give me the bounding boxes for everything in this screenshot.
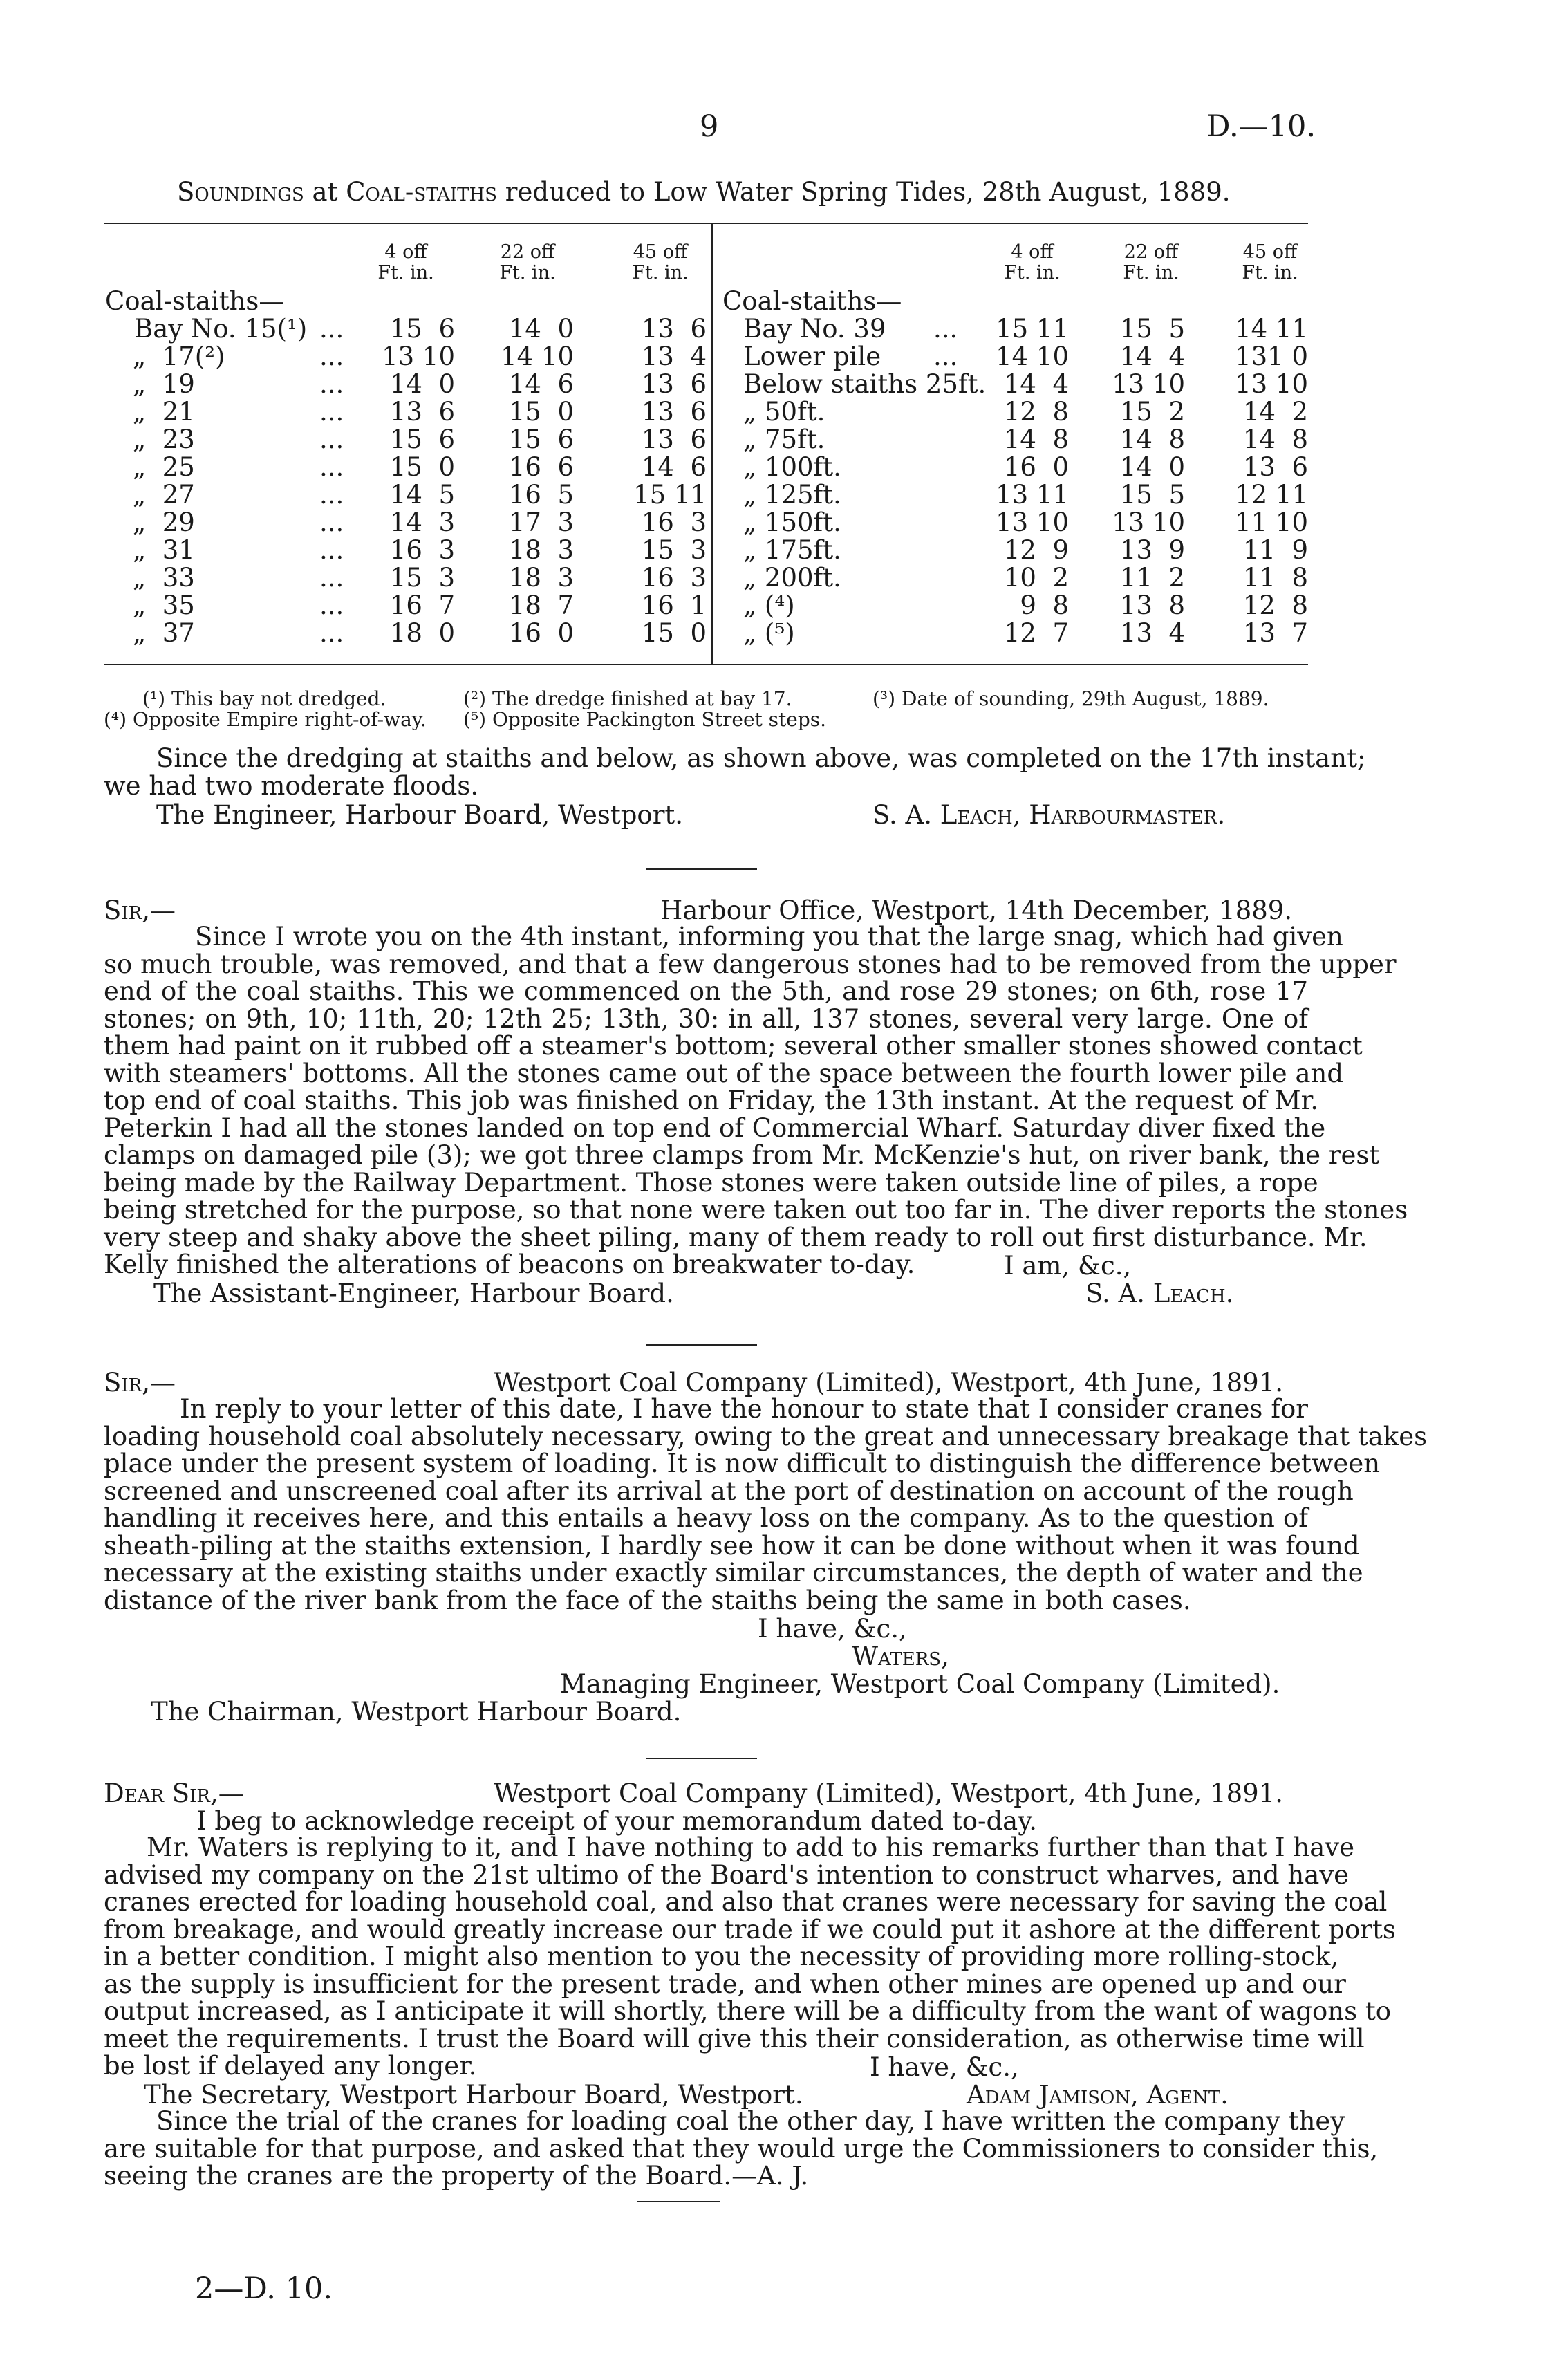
row-label: „ 75ft. [743,425,825,454]
letter1-signature: S. A. Leach. [1085,1279,1234,1308]
row-label: „ 19 [133,369,195,399]
text-line: screened and unscreened coal after its arrival at the port of destination on account of the rough [104,1476,1354,1506]
value-22-off: 18 3 [508,563,574,593]
left-col-header-22off: 22 off Ft. in. [499,241,556,284]
note1-line: we had two moderate floods. [104,770,479,801]
value-22-off: 15 2 [1119,397,1185,427]
value-22-off: 13 4 [1119,618,1185,648]
value-4-off: 14 3 [389,508,455,537]
text-line: being made by the Railway Department. Those stones were taken outside line of piles, a rope [104,1167,1318,1198]
leader-dots: ... [319,342,344,371]
text-line: loading household coal absolutely necessary, owing to the great and unnecessary breakage that takes [104,1421,1428,1451]
footnote-2: (²) The dredge finished at bay 17. [463,687,792,710]
letter3-closing: I have, &c., [870,2052,1019,2082]
leader-dots: ... [319,618,344,648]
separator-3 [646,1758,757,1759]
value-22-off: 15 5 [1119,480,1185,510]
value-45-off: 11 9 [1242,535,1308,565]
row-label: „ 50ft. [743,397,825,427]
row-label: Below staiths 25ft. [743,369,987,399]
table-row [0,342,1568,369]
right-group-label: Coal-staiths— [722,286,902,316]
text-line: distance of the river bank from the face of the staiths being the same in both cases. [104,1585,1191,1615]
row-label: „ (⁵) [743,618,795,648]
leader-dots: ... [319,508,344,537]
value-45-off: 16 3 [641,563,707,593]
table-top-rule [104,223,1308,224]
value-4-off: 15 0 [389,452,455,482]
value-45-off: 16 3 [641,508,707,537]
note1-line: Since the dredging at staiths and below, as shown above, was completed on the 17th instant; [156,743,1366,773]
value-22-off: 13 8 [1119,591,1185,620]
letter1-dateline: Harbour Office, Westport, 14th December, 1889. [660,895,1293,925]
note1-body [104,743,1366,801]
value-45-off: 12 11 [1235,480,1308,510]
value-4-off: 14 4 [1003,369,1069,399]
footnote-1: (¹) This bay not dredged. [142,687,386,710]
row-label: „ 29 [133,508,195,537]
row-label: „ 35 [133,591,195,620]
right-col-header-45off: 45 off Ft. in. [1242,241,1298,284]
separator-1 [646,868,757,870]
value-45-off: 14 8 [1242,425,1308,454]
separator-2 [646,1344,757,1346]
table-row [0,452,1568,480]
letter2-signer-title: Managing Engineer, Westport Coal Company (Limited). [560,1669,1280,1699]
letter2-signer: Waters, [852,1642,949,1671]
value-22-off: 17 3 [508,508,574,537]
table-row [0,591,1568,618]
value-45-off: 13 6 [641,314,707,344]
letter1-salutation: Sir,— [104,895,176,925]
value-4-off: 15 3 [389,563,455,593]
footer-signature-mark: 2—D. 10. [195,2271,333,2306]
leader-dots: ... [319,425,344,454]
leader-dots: ... [319,452,344,482]
text-line: Since I wrote you on the 4th instant, informing you that the large snag, which had given [195,922,1343,951]
text-line: advised my company on the 21st ultimo of the Board's intention to construct wharves, and have [104,1859,1350,1890]
row-label: „ 200ft. [743,563,841,593]
table-title [177,177,1231,207]
value-45-off: 13 6 [1242,452,1308,482]
table-row [0,535,1568,563]
value-22-off: 14 10 [501,342,574,371]
value-45-off: 14 2 [1242,397,1308,427]
table-row [0,618,1568,646]
value-4-off: 16 0 [1003,452,1069,482]
text-line: clamps on damaged pile (3); we got three clamps from Mr. McKenzie's hut, on river bank, the rest [104,1140,1380,1170]
footnote-5: (⁵) Opposite Packington Street steps. [463,708,827,731]
letter3-dateline: Westport Coal Company (Limited), Westport, 4th June, 1891. [494,1778,1283,1808]
text-line: Peterkin I had all the stones landed on top end of Commercial Wharf. Saturday diver fixed the [104,1113,1326,1143]
row-label: „ 37 [133,618,195,648]
value-4-off: 15 6 [389,314,455,344]
value-4-off: 9 8 [1020,591,1069,620]
value-45-off: 13 6 [641,369,707,399]
row-label: „ 33 [133,563,195,593]
table-row [0,425,1568,452]
value-22-off: 16 0 [508,618,574,648]
value-4-off: 13 6 [389,397,455,427]
text-line: place under the present system of loading. It is now difficult to distinguish the difference between [104,1449,1381,1478]
value-22-off: 15 6 [508,425,574,454]
row-label: „ 25 [133,452,195,482]
letter3-postscript [104,2106,1379,2191]
table-title-suffix: reduced to Low Water Spring Tides, 28th August, 1889. [497,177,1231,207]
footnote-4: (⁴) Opposite Empire right-of-way. [104,708,427,731]
row-label: „ 175ft. [743,535,841,565]
value-4-off: 15 6 [389,425,455,454]
value-4-off: 14 10 [996,342,1069,371]
text-line: in a better condition. I might also mention to you the necessity of providing more rolling-stock, [104,1942,1339,1971]
value-45-off: 11 10 [1235,508,1308,537]
value-45-off: 13 7 [1242,618,1308,648]
value-45-off: 11 8 [1242,563,1308,593]
leader-dots: ... [319,480,344,510]
letter2-salutation: Sir,— [104,1368,176,1397]
text-line: cranes erected for loading household coal, and also that cranes were necessary for saving the coal [104,1887,1388,1917]
table-row [0,563,1568,591]
text-line: necessary at the existing staiths under exactly similar circumstances, the depth of water and the [104,1558,1363,1588]
text-line: Kelly finished the alterations of beacons on breakwater to-day. [104,1249,915,1279]
value-45-off: 15 3 [641,535,707,565]
row-label: „ 100ft. [743,452,841,482]
value-22-off: 14 4 [1119,342,1185,371]
value-22-off: 14 6 [508,369,574,399]
table-title-prefix: Soundings [177,177,304,207]
letter1-addressee: The Assistant-Engineer, Harbour Board. [153,1279,674,1308]
letter2-dateline: Westport Coal Company (Limited), Westport, 4th June, 1891. [494,1368,1283,1397]
value-22-off: 18 3 [508,535,574,565]
letter3-body [104,1832,1396,2081]
row-label: „ 27 [133,480,195,510]
letter3-addressee: The Secretary, Westport Harbour Board, Westport. [144,2080,803,2110]
value-22-off: 14 0 [1119,452,1185,482]
value-22-off: 13 9 [1119,535,1185,565]
value-4-off: 16 3 [389,535,455,565]
text-line: In reply to your letter of this date, I have the honour to state that I consider cranes for [180,1394,1308,1424]
value-45-off: 15 0 [641,618,707,648]
value-22-off: 14 8 [1119,425,1185,454]
text-line: as the supply is insufficient for the present trade, and when other mines are opened up and our [104,1969,1346,1999]
value-45-off: 131 0 [1235,342,1308,371]
text-line: very steep and shaky above the sheet piling, many of them ready to roll out first disturbance. Mr. [104,1222,1368,1252]
text-line: stones; on 9th, 10; 11th, 20; 12th 25; 13th, 30: in all, 137 stones, several very large. One of [104,1003,1308,1034]
text-line: are suitable for that purpose, and asked that they would urge the Commissioners to consider this, [104,2133,1379,2164]
row-label: Lower pile [743,342,881,371]
letter2-addressee: The Chairman, Westport Harbour Board. [151,1697,682,1727]
left-group-label: Coal-staiths— [105,286,285,316]
value-4-off: 13 10 [996,508,1069,537]
leader-dots: ... [319,397,344,427]
letter2-body [104,1394,1428,1615]
row-label: „ 31 [133,535,195,565]
value-22-off: 18 7 [508,591,574,620]
document-reference: D.—10. [1206,109,1316,144]
row-label: Bay No. 39 [743,314,886,344]
letter3-first-line: I beg to acknowledge receipt of your memorandum dated to-day. [196,1806,1037,1836]
value-22-off: 13 10 [1112,369,1185,399]
row-label: Bay No. 15(¹) [134,314,308,344]
value-4-off: 14 5 [389,480,455,510]
value-22-off: 16 6 [508,452,574,482]
row-label: „ 17(²) [133,342,225,371]
right-col-header-22off: 22 off Ft. in. [1123,241,1179,284]
text-line: so much trouble, was removed, and that a few dangerous stones had to be removed from the upper [104,949,1397,979]
text-line: meet the requirements. I trust the Board will give this their consideration, as otherwise time will [104,2023,1365,2054]
value-45-off: 14 6 [641,452,707,482]
text-line: end of the coal staiths. This we commenced on the 5th, and rose 29 stones; on 6th, rose 17 [104,976,1308,1006]
value-45-off: 12 8 [1242,591,1308,620]
value-4-off: 15 11 [996,314,1069,344]
table-row [0,314,1568,342]
value-45-off: 14 11 [1235,314,1308,344]
value-22-off: 14 0 [508,314,574,344]
note1-addressee: The Engineer, Harbour Board, Westport. [156,800,684,830]
value-45-off: 15 11 [633,480,707,510]
leader-dots: ... [319,314,344,344]
left-col-header-45off: 45 off Ft. in. [632,241,689,284]
value-4-off: 16 7 [389,591,455,620]
table-row [0,397,1568,425]
value-4-off: 12 8 [1003,397,1069,427]
row-label: „ 23 [133,425,195,454]
value-45-off: 13 6 [641,425,707,454]
text-line: handling it receives here, and this entails a heavy loss on the company. As to the question of [104,1503,1308,1533]
letter3-salutation: Dear Sir,— [104,1778,244,1808]
table-row [0,369,1568,397]
value-45-off: 16 1 [641,591,707,620]
value-4-off: 10 2 [1003,563,1069,593]
text-line: with steamers' bottoms. All the stones came out of the space between the fourth lower pile and [104,1058,1344,1088]
letter2-closing: I have, &c., [758,1614,907,1644]
row-label: „ (⁴) [743,591,795,620]
text-line: sheath-piling at the staiths extension, I hardly see how it can be done without when it was found [104,1530,1360,1561]
text-line: Mr. Waters is replying to it, and I have nothing to add to his remarks further than that I have [147,1832,1355,1862]
value-4-off: 13 10 [382,342,455,371]
leader-dots: ... [319,563,344,593]
left-col-header-4off: 4 off Ft. in. [377,241,434,284]
text-line: be lost if delayed any longer. [104,2051,477,2081]
letter3-signature: Adam Jamison, Agent. [967,2080,1229,2110]
row-label: „ 125ft. [743,480,841,510]
value-22-off: 11 2 [1119,563,1185,593]
value-22-off: 16 5 [508,480,574,510]
row-label: „ 150ft. [743,508,841,537]
text-line: output increased, as I anticipate it will shortly, there will be a difficulty from the want of wagons to [104,1996,1392,2026]
leader-dots: ... [319,591,344,620]
text-line: from breakage, and would greatly increase our trade if we could put it ashore at the different ports [104,1914,1396,1944]
value-22-off: 13 10 [1112,508,1185,537]
value-22-off: 15 0 [508,397,574,427]
value-4-off: 12 7 [1003,618,1069,648]
text-line: being stretched for the purpose, so that none were taken out too far in. The diver reports the stones [104,1195,1408,1225]
note1-signature: S. A. Leach, Harbourmaster. [872,800,1226,830]
leader-dots: ... [933,342,958,371]
leader-dots: ... [933,314,958,344]
separator-4 [637,2201,720,2202]
letter1-body [104,922,1408,1279]
table-title-smallcaps: Coal-staiths [346,177,498,207]
value-4-off: 18 0 [389,618,455,648]
letter1-closing: I am, &c., [1004,1251,1132,1281]
leader-dots: ... [319,369,344,399]
table-title-mid: at [304,177,346,207]
value-4-off: 14 8 [1003,425,1069,454]
value-45-off: 13 6 [641,397,707,427]
table-row [0,480,1568,508]
right-col-header-4off: 4 off Ft. in. [1004,241,1061,284]
row-label: „ 21 [133,397,195,427]
text-line: top end of coal staiths. This job was finished on Friday, the 13th instant. At the request of Mr. [104,1086,1319,1115]
value-4-off: 13 11 [996,480,1069,510]
value-4-off: 14 0 [389,369,455,399]
text-line: Since the trial of the cranes for loading coal the other day, I have written the company they [156,2106,1345,2136]
leader-dots: ... [319,535,344,565]
table-row [0,508,1568,535]
text-line: seeing the cranes are the property of the Board.—A. J. [104,2161,809,2191]
value-45-off: 13 10 [1235,369,1308,399]
text-line: them had paint on it rubbed off a steamer's bottom; several other smaller stones showed contact [104,1031,1363,1061]
value-4-off: 12 9 [1003,535,1069,565]
value-22-off: 15 5 [1119,314,1185,344]
footnote-3: (³) Date of sounding, 29th August, 1889. [872,687,1269,710]
table-bottom-rule [104,664,1308,665]
page-number: 9 [700,109,719,144]
value-45-off: 13 4 [641,342,707,371]
